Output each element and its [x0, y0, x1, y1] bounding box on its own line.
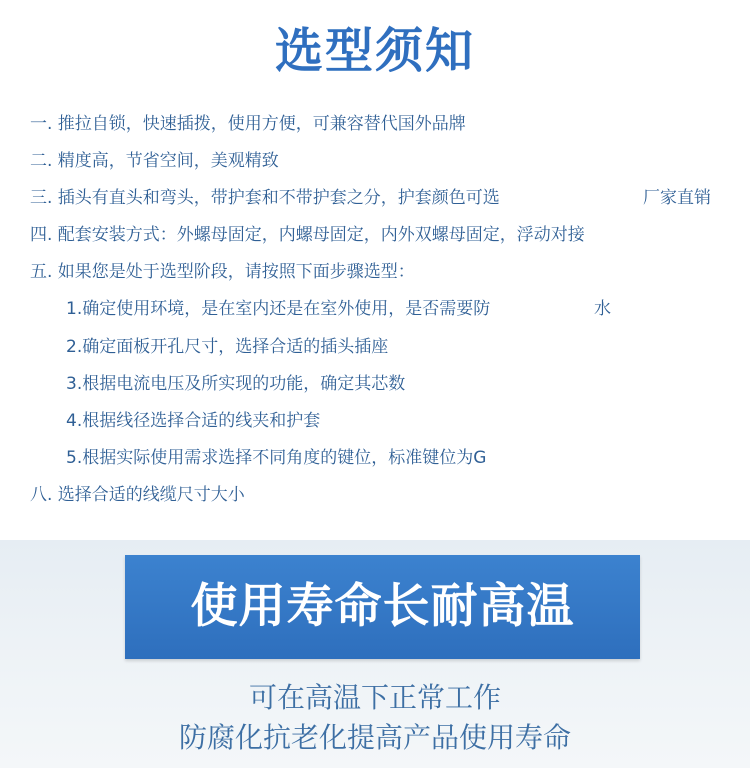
- feature-line: 可在高温下正常工作: [248, 681, 501, 714]
- rule-item: 二. 精度高，节省空间，美观精致: [30, 151, 279, 171]
- rule-item: 五. 如果您是处于选型阶段，请按照下面步骤选型：: [30, 262, 415, 282]
- rule-item: 四. 配套安装方式：外螺母固定，内螺母固定，内外双螺母固定，浮动对接: [30, 225, 585, 245]
- rule-subitem: 1.确定使用环境，是在室内还是在室外使用，是否需要防: [66, 299, 491, 319]
- feature-banner-text: 使用寿命长耐高温: [190, 579, 575, 634]
- rule-subitem: 3.根据电流电压及所实现的功能，确定其芯数: [66, 374, 406, 394]
- rule-subitem-tail: 水: [594, 299, 611, 319]
- rule-subitem: 2.确定面板开孔尺寸，选择合适的插头插座: [66, 337, 389, 357]
- rule-subitem: 4.根据线径选择合适的线夹和护套: [66, 411, 321, 431]
- feature-banner: [125, 555, 640, 659]
- rule-item: 三. 插头有直头和弯头，带护套和不带护套之分，护套颜色可选: [30, 188, 500, 208]
- factory-direct-text: 厂家直销: [643, 188, 711, 208]
- feature-section: [0, 540, 750, 768]
- rule-subitem: 5.根据实际使用需求选择不同角度的键位，标准键位为G: [66, 448, 487, 468]
- rule-item: 八. 选择合适的线缆尺寸大小: [30, 485, 245, 505]
- rule-item: 一. 推拉自锁，快速插拨，使用方便，可兼容替代国外品牌: [30, 114, 466, 134]
- feature-line: 防腐化抗老化提高产品使用寿命: [178, 721, 571, 754]
- page-title: 选型须知: [274, 23, 475, 79]
